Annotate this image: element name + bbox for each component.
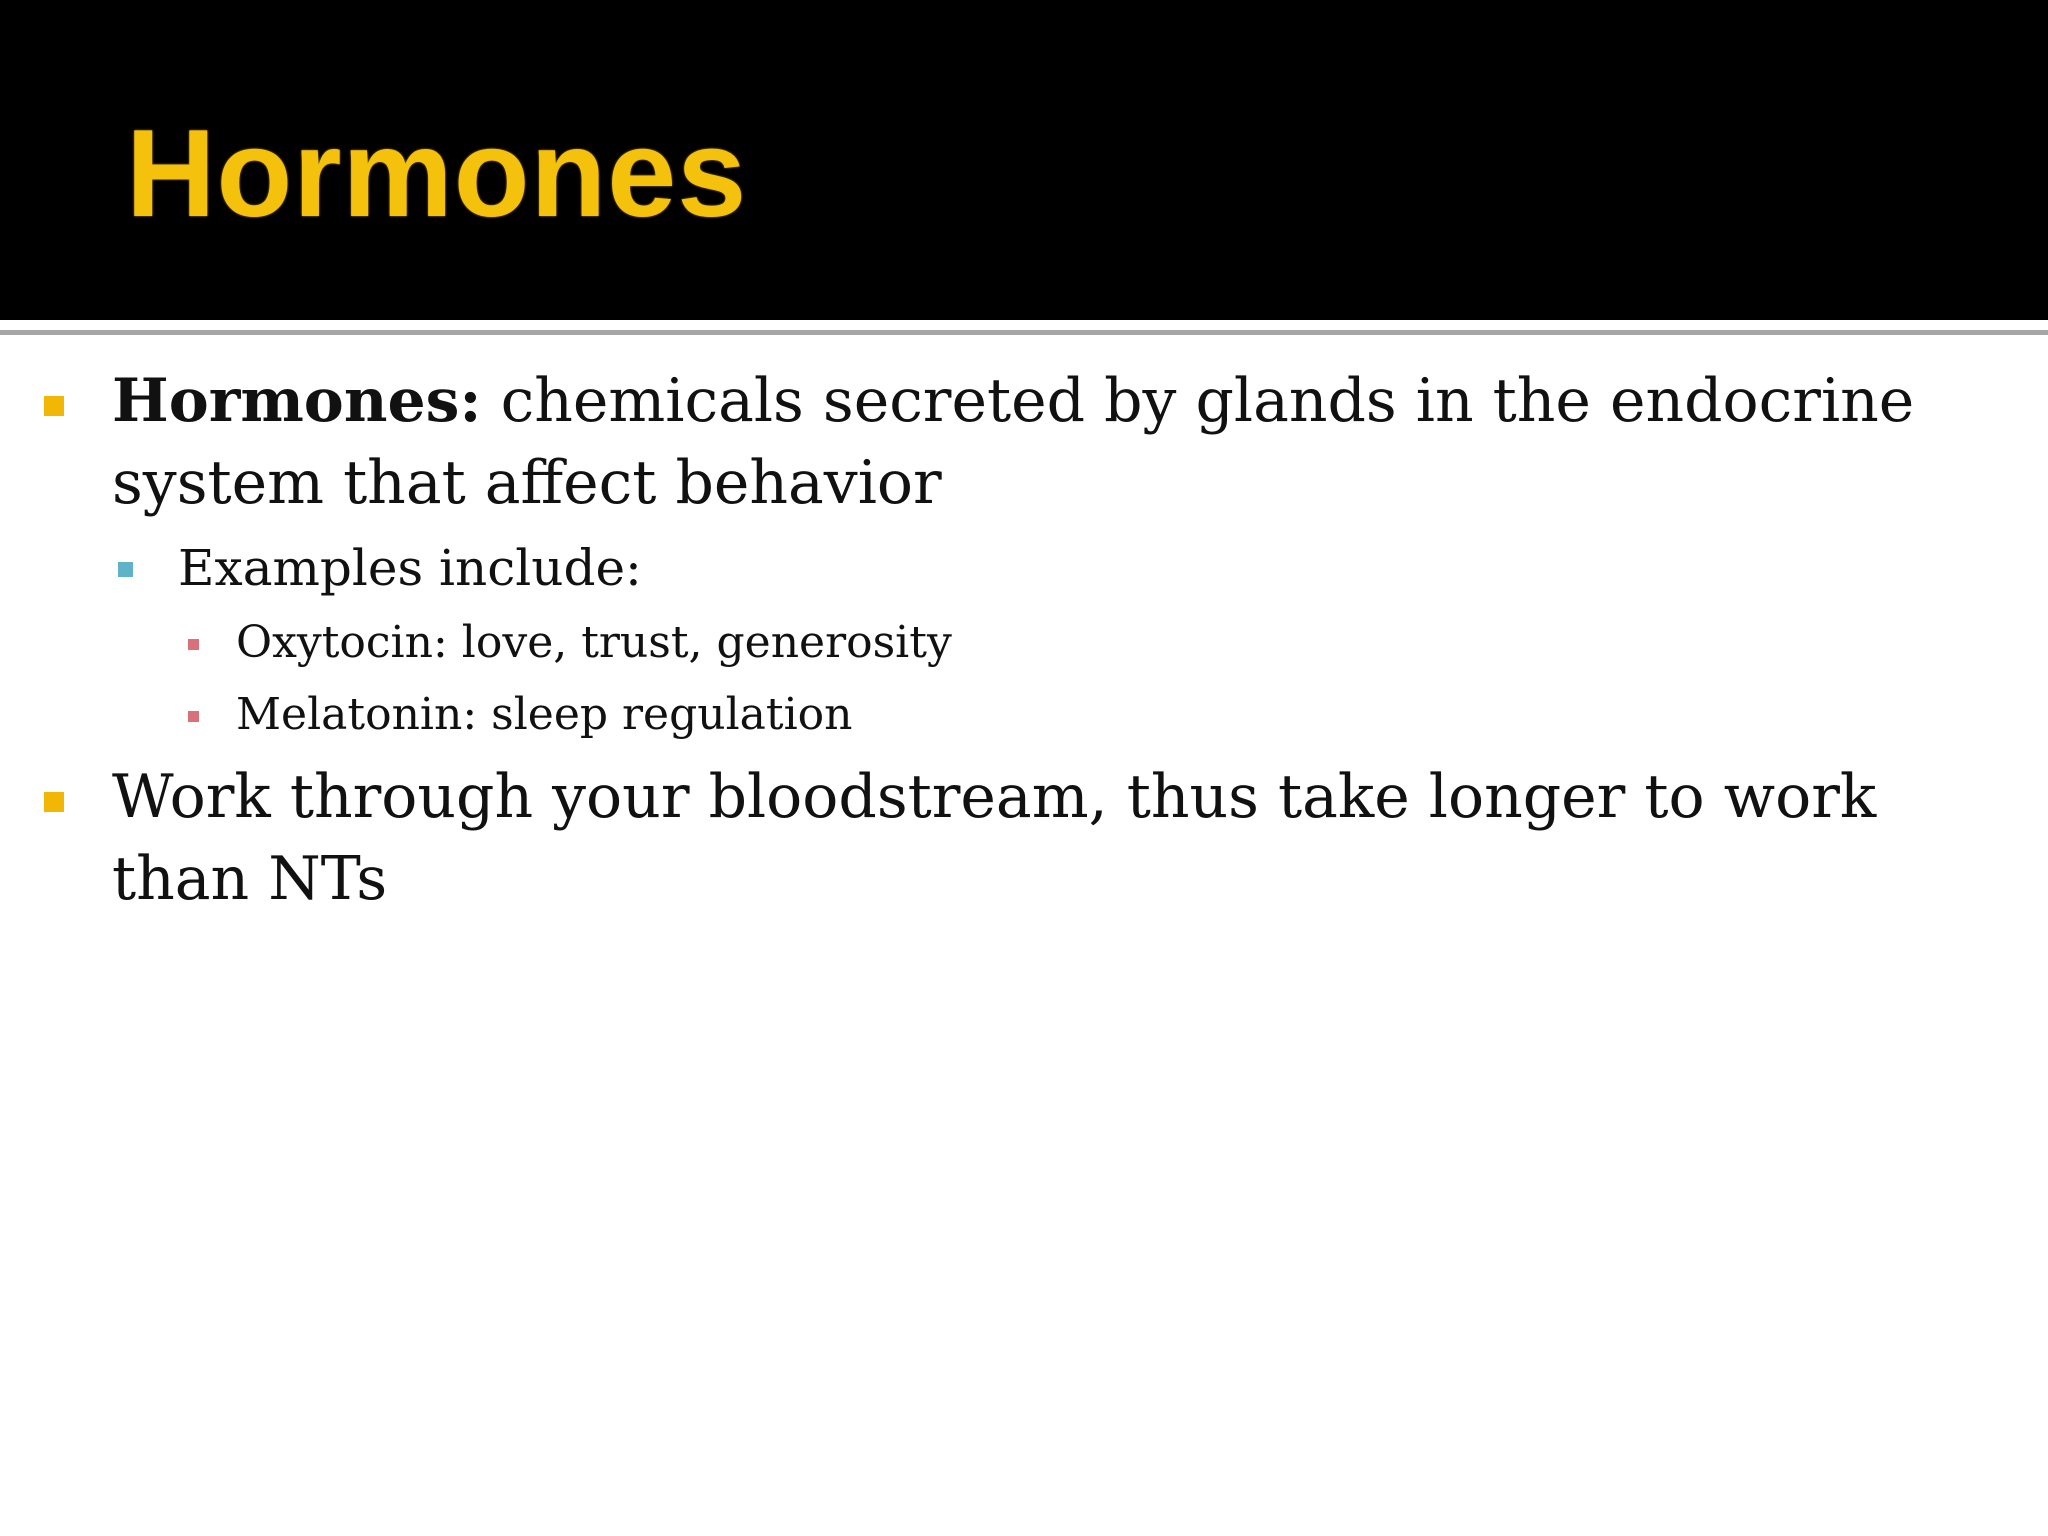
square-bullet-icon <box>44 792 64 812</box>
square-bullet-icon <box>188 711 199 722</box>
square-bullet-icon <box>118 562 133 577</box>
subsubbullet-text: Oxytocin: love, trust, generosity <box>236 617 952 668</box>
square-bullet-icon <box>44 396 64 416</box>
subsubbullet-oxytocin <box>0 612 2048 674</box>
bullet-text: Work through your bloodstream, thus take longer to work than NTs <box>112 762 1877 914</box>
bullet-hormones-definition <box>0 360 1952 524</box>
subsubbullet-melatonin <box>0 684 2048 746</box>
bullet-term: Hormones: <box>112 366 482 436</box>
subsubbullet-text: Melatonin: sleep regulation <box>236 689 853 740</box>
slide-title: Hormones <box>126 105 748 243</box>
subbullet-text: Examples include: <box>178 539 642 597</box>
title-divider-white <box>0 320 2048 330</box>
title-divider-gray <box>0 330 2048 335</box>
slide-content <box>0 360 2048 930</box>
bullet-text: chemicals secreted by glands in the endocrine system that affect behavior <box>112 366 1915 518</box>
subbullet-examples <box>0 534 2048 602</box>
title-bar <box>0 0 2048 320</box>
bullet-bloodstream <box>0 756 1952 920</box>
square-bullet-icon <box>188 639 199 650</box>
